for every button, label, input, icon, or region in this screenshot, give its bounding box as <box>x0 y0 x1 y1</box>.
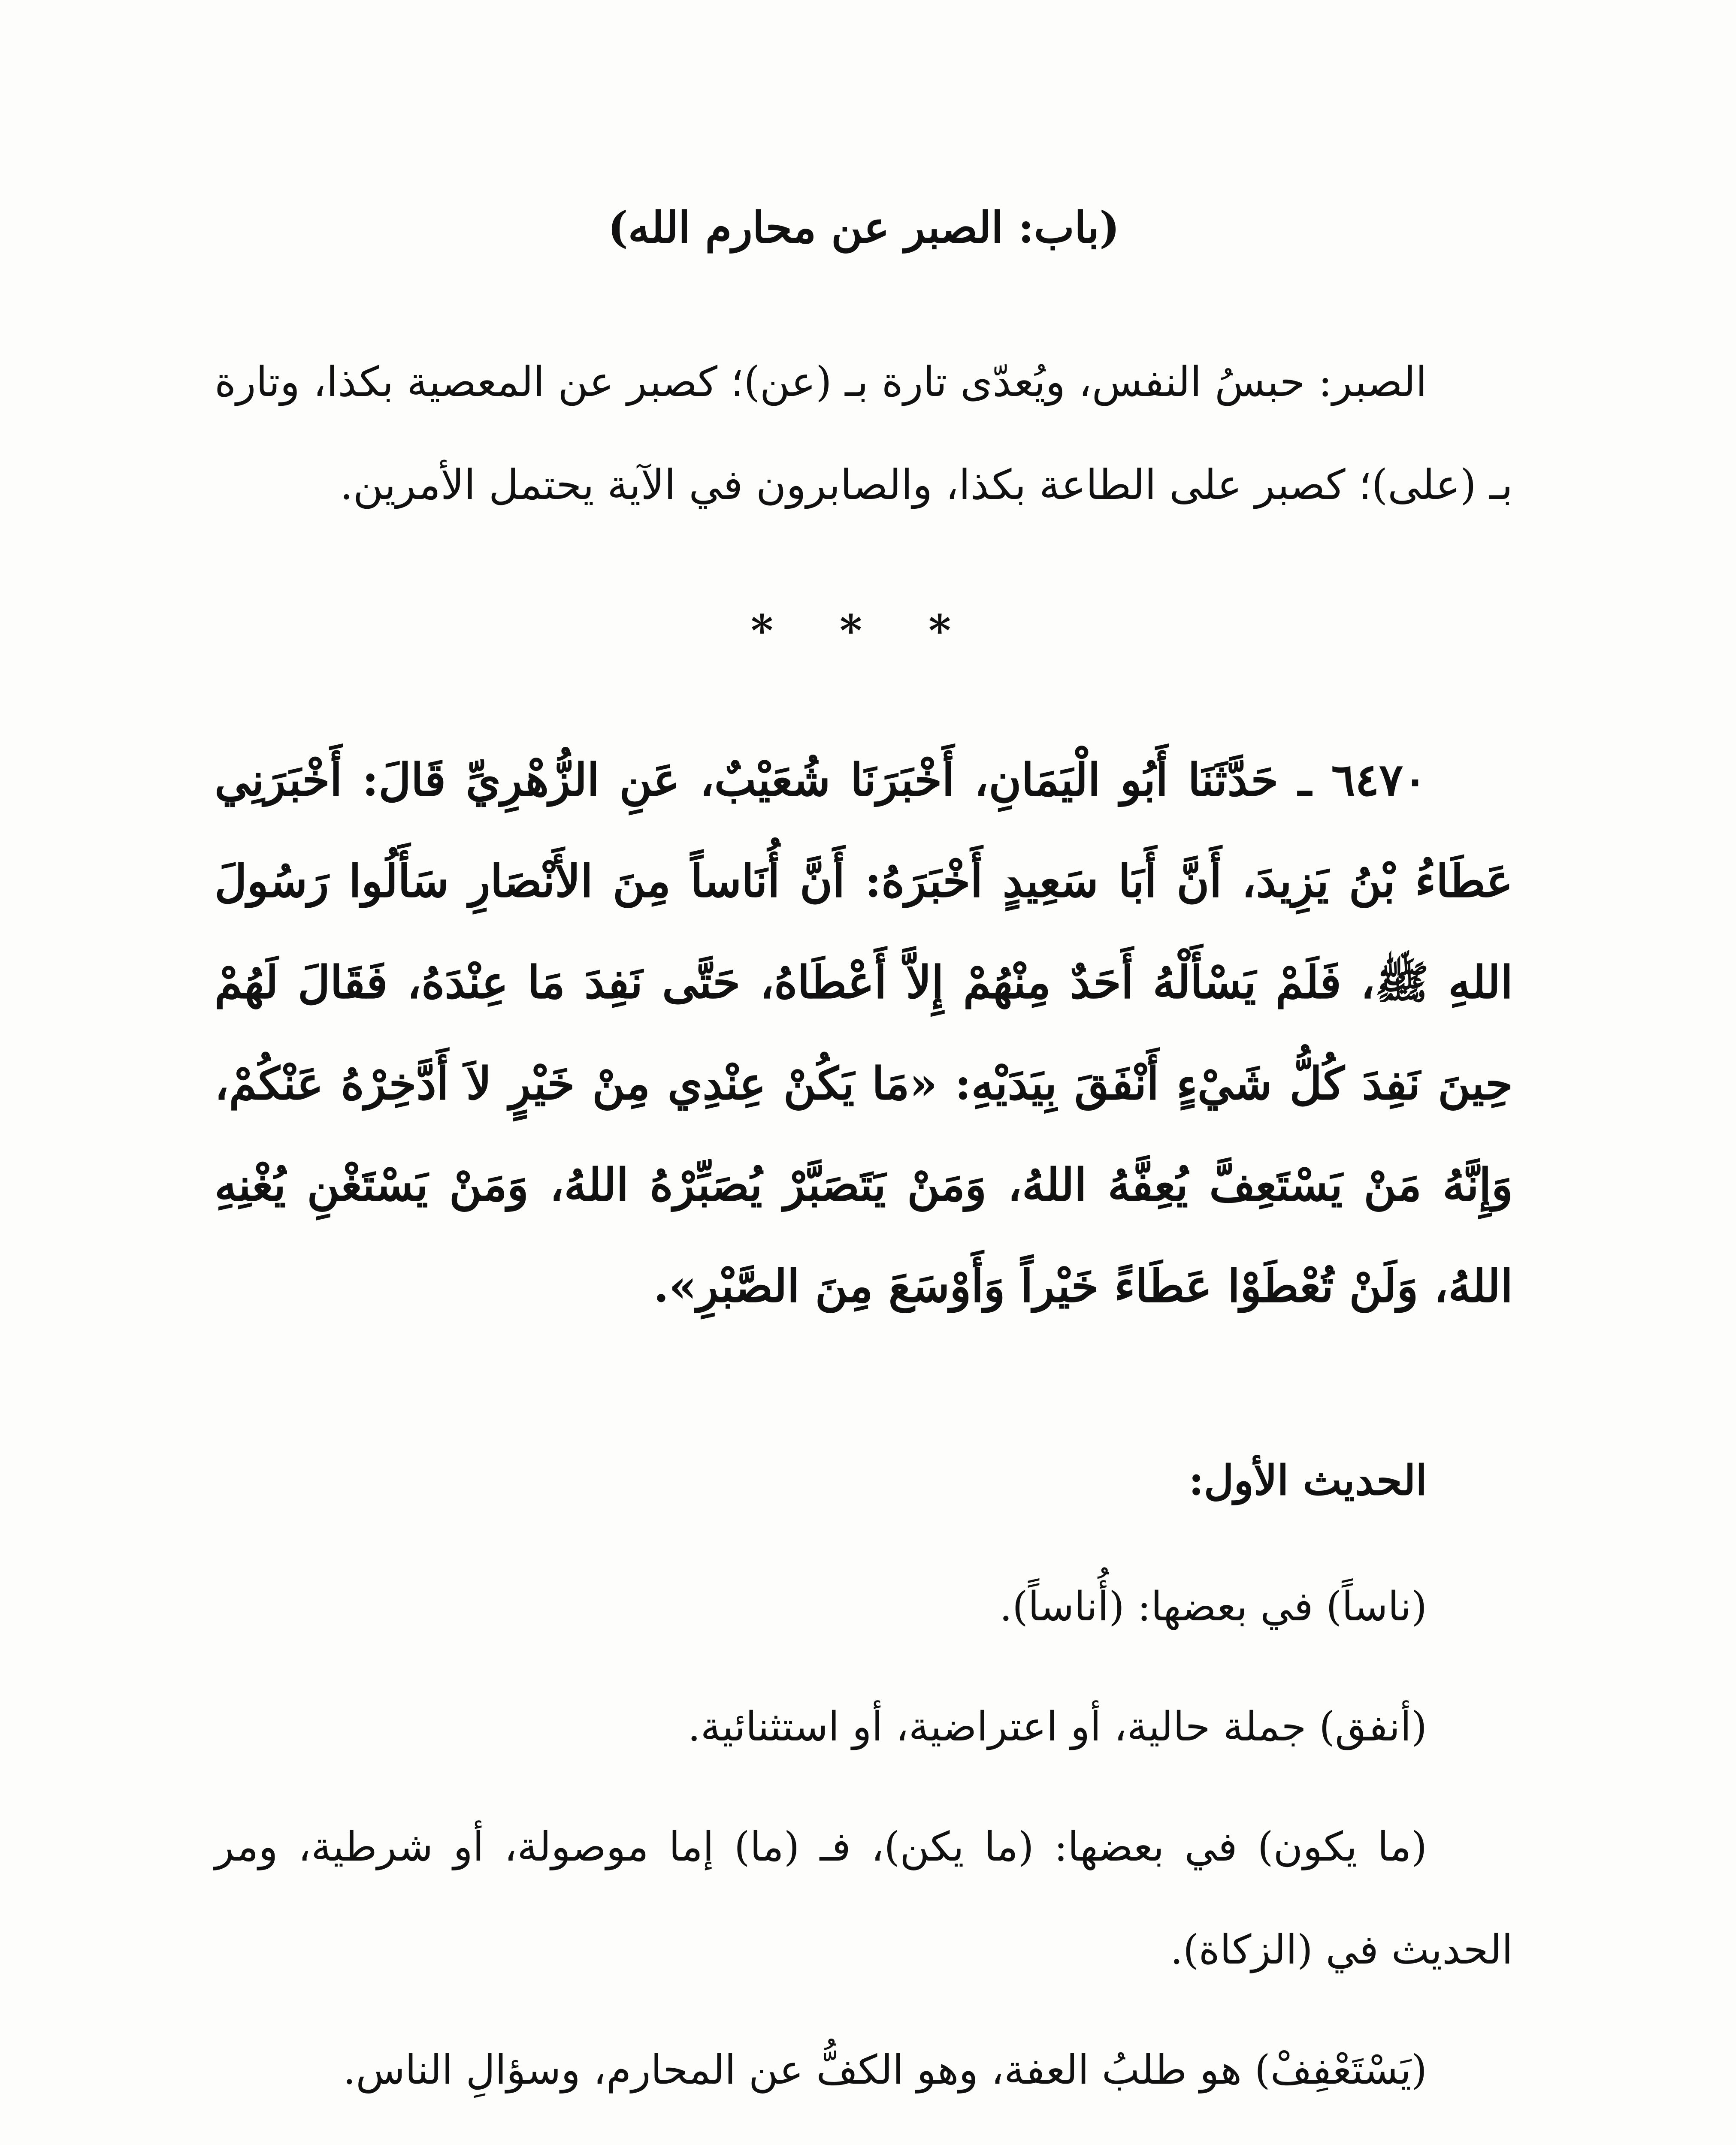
hadith-text: ٦٤٧٠ ـ حَدَّثَنَا أَبُو الْيَمَانِ، أَخْبَرَنَا شُعَيْبٌ، عَنِ الزُّهْرِيِّ قَالَ: أَخْبَرَنِي عَطَاءُ بْنُ يَزِيدَ، أَنَّ أَبَا سَعِيدٍ أَخْبَرَهُ: أَنَّ أُنَاساً مِنَ الأَنْصَارِ سَأَلُوا رَسُولَ اللهِ ﷺ، فَلَمْ يَسْأَلْهُ أَحَدٌ مِنْهُمْ إِلاَّ أَعْطَاهُ، حَتَّى نَفِدَ مَا عِنْدَهُ، فَقَالَ لَهُمْ حِينَ نَفِدَ كُلُّ شَيْءٍ أَنْفَقَ بِيَدَيْهِ: «مَا يَكُنْ عِنْدِي مِنْ خَيْرٍ لاَ أَدَّخِرْهُ عَنْكُمْ، وَإِنَّهُ مَنْ يَسْتَعِفَّ يُعِفَّهُ اللهُ، وَمَنْ يَتَصَبَّرْ يُصَبِّرْهُ اللهُ، وَمَنْ يَسْتَغْنِ يُغْنِهِ اللهُ، وَلَنْ تُعْطَوْا عَطَاءً خَيْراً وَأَوْسَعَ مِنَ الصَّبْرِ». <box>215 753 1513 1312</box>
commentary-heading: الحديث الأول: <box>1189 1456 1427 1505</box>
section-separator: * * * <box>750 605 977 656</box>
page-content <box>215 189 1513 2139</box>
chapter-title: (باب: الصبر عن محارم الله) <box>608 202 1120 253</box>
commentary-note-3: (ما يكون) في بعضها: (ما يكن)، فـ (ما) إما موصولة، أو شرطية، ومر الحديث في (الزكاة). <box>215 1824 1513 1973</box>
commentary-note-4: (يَسْتَعْفِفْ) هو طلبُ العفة، وهو الكفُّ عن المحارم، وسؤالِ الناس. <box>343 2047 1427 2094</box>
commentary-note-1: (ناساً) في بعضها: (أُناساً). <box>999 1583 1427 1630</box>
intro-paragraph: الصبر: حبسُ النفس، ويُعدّى تارة بـ (عن)؛ كصبر عن المعصية بكذا، وتارة بـ (على)؛ كصبر على الطاعة بكذا، والصابرون في الآية يحتمل الأمرين. <box>215 358 1513 509</box>
commentary-note-2: (أنفق) جملة حالية، أو اعتراضية، أو استثنائية. <box>687 1704 1427 1750</box>
